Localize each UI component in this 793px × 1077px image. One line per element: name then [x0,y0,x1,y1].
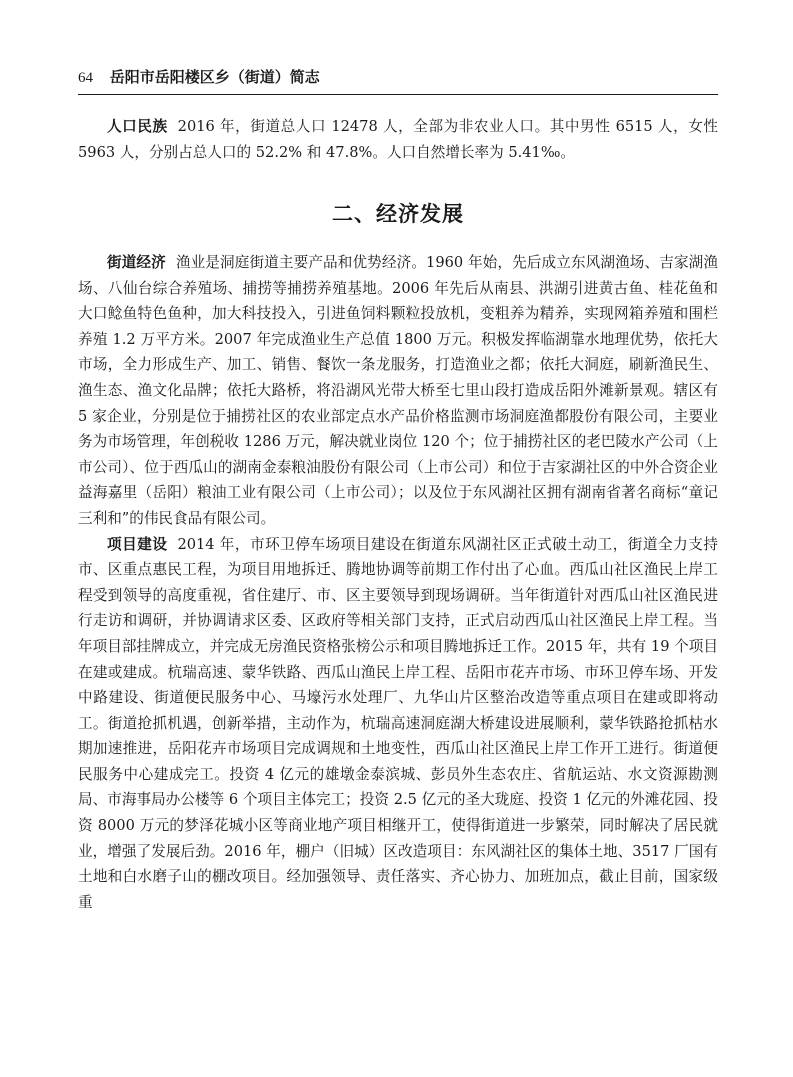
economy-lead: 街道经济 [107,254,166,271]
book-title: 岳阳市岳阳楼区乡（街道）简志 [109,68,320,86]
economy-section-body [78,250,718,915]
running-header [78,66,718,88]
page-number: 64 [78,70,93,86]
economy-paragraph [78,250,718,532]
population-paragraph [78,114,718,165]
economy-text: 渔业是洞庭街道主要产品和优势经济。1960 年始，先后成立东风湖渔场、吉家湖渔场、八仙台综合养殖场、捕捞等捕捞养殖基地。2006 年先后从南县、洪湖引进黄古鱼、桂花鱼和大口鲶鱼特色鱼种，加大科技投入，引进鱼饲料颗粒投放机，变粗养为精养，实现网箱养殖和围栏养殖 1.2 万平方米。2007 年完成渔业生产总值 1800 万元。积极发挥临湖靠水地理优势，依托大市场，全力形成生产、加工、销售、餐饮一条龙服务，打造渔业之都；依托大洞庭，刷新渔民生、渔生态、渔文化品牌；依托大路桥，将沿湖风光带大桥至七里山段打造成岳阳外滩新景观。辖区有 5 家企业，分别是位于捕捞社区的农业部定点水产品价格监测市场洞庭渔都股份有限公司，主要业务为市场管理，年创税收 1286 万元，解决就业岗位 120 个；位于捕捞社区的老巴陵水产公司（上市公司）、位于西瓜山的湖南金泰粮油股份有限公司（上市公司）和位于吉家湖社区的中外合资企业益海嘉里（岳阳）粮油工业有限公司（上市公司）；以及位于东风湖社区拥有湖南省著名商标“童记三利和”的伟民食品有限公司。 [78,254,718,527]
population-text: 2016 年，街道总人口 12478 人，全部为非农业人口。其中男性 6515 人，女性 5963 人，分别占总人口的 52.2% 和 47.8%。人口自然增长率为 5.41‰。 [78,118,718,161]
header-rule [78,94,718,95]
population-lead: 人口民族 [107,118,168,135]
projects-lead: 项目建设 [107,535,168,553]
section-title: 二、经济发展 [332,202,464,226]
projects-text: 2014 年，市环卫停车场项目建设在街道东风湖社区正式破土动工，街道全力支持市、区重点惠民工程，为项目用地拆迁、腾地协调等前期工作付出了心血。西瓜山社区渔民上岸工程受到领导的高度重视，省住建厅、市、区主要领导到现场调研。当年街道针对西瓜山社区渔民进行走访和调研，并协调请求区委、区政府等相关部门支持，正式启动西瓜山社区渔民上岸工程。当年项目部挂牌成立，并完成无房渔民资格张榜公示和项目腾地拆迁工作。2015 年，共有 19 个项目在建或建成。杭瑞高速、蒙华铁路、西瓜山渔民上岸工程、岳阳市花卉市场、市环卫停车场、开发中路建设、街道便民服务中心、马壕污水处理厂、九华山片区整治改造等重点项目在建或即将动工。街道抢抓机遇，创新举措，主动作为，杭瑞高速洞庭湖大桥建设进展顺利，蒙华铁路抢抓枯水期加速推进，岳阳花卉市场项目完成调规和土地变性，西瓜山社区渔民上岸工作开工进行。街道便民服务中心建成完工。投资 4 亿元的雄墩金泰滨城、彭员外生态农庄、省航运站、水文资源勘测局、市海事局办公楼等 6 个项目主体完工；投资 2.5 亿元的圣大珑庭、投资 1 亿元的外滩花园、投资 8000 万元的梦泽花城小区等商业地产项目相继开工，使得街道进一步繁荣，同时解决了居民就业，增强了发展后劲。2016 年，棚户（旧城）区改造项目：东风湖社区的集体土地、3517 厂国有土地和白水磨子山的棚改项目。经加强领导、责任落实、齐心协力、加班加点，截止目前，国家级重 [78,535,718,911]
projects-paragraph [78,532,718,916]
